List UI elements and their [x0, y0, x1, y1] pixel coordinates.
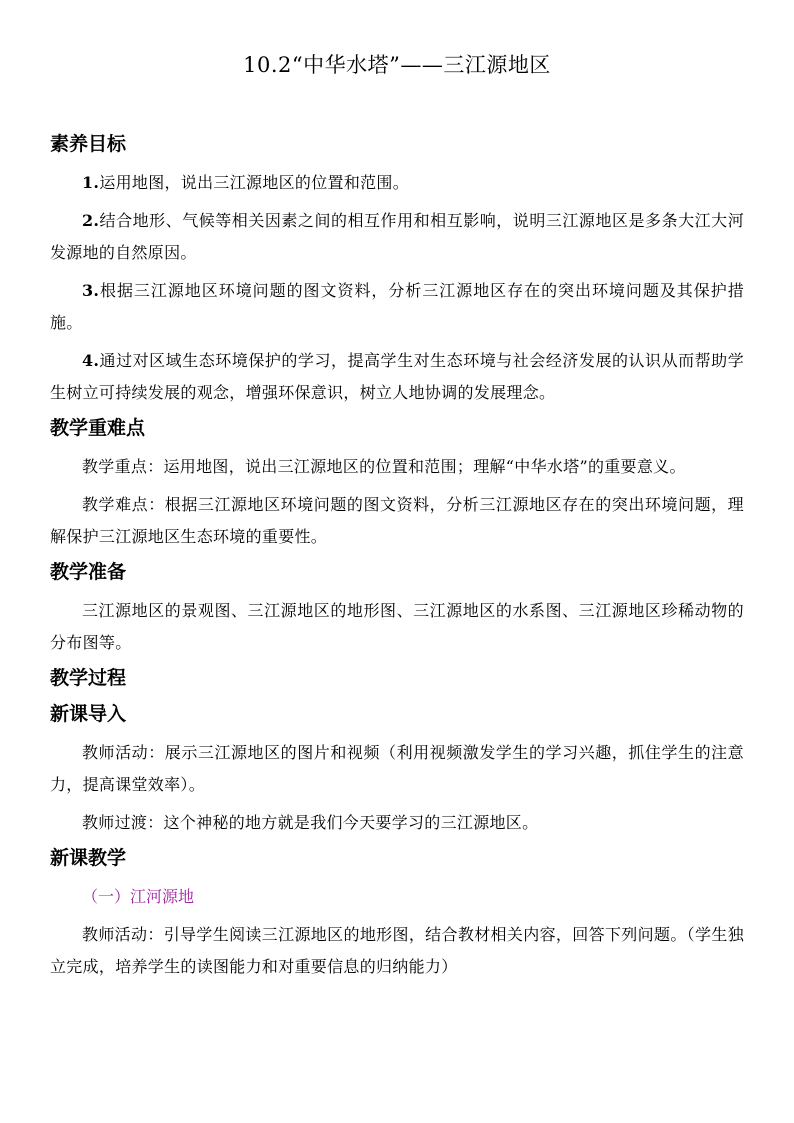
- subsection-heading-river-source: （一）江河源地: [82, 887, 195, 906]
- preparation-text: 三江源地区的景观图、三江源地区的地形图、三江源地区的水系图、三江源地区珍稀动物的分布图等。: [50, 601, 744, 652]
- section-heading-teaching: 新课教学: [50, 847, 127, 869]
- goal-item: [50, 167, 744, 199]
- goal-number: 4.: [82, 351, 100, 370]
- intro-activity: 教师活动：展示三江源地区的图片和视频（利用视频激发学生的学习兴趣，抓住学生的注意力，提高课堂效率）。: [50, 743, 744, 794]
- teaching-difficulty: 教学难点：根据三江源地区环境问题的图文资料，分析三江源地区存在的突出环境问题，理解保护三江源地区生态环境的重要性。: [50, 495, 744, 546]
- section-heading-preparation: 教学准备: [50, 561, 127, 583]
- section-heading-intro: 新课导入: [50, 703, 127, 725]
- goal-text: 结合地形、气候等相关因素之间的相互作用和相互影响，说明三江源地区是多条大江大河发源地的自然原因。: [50, 211, 744, 262]
- section-heading-process: 教学过程: [50, 667, 127, 689]
- goal-item: [50, 205, 744, 269]
- goal-item: [50, 275, 744, 339]
- document-body: [50, 128, 744, 989]
- page-title: 10.2“中华水塔”——三江源地区: [243, 53, 551, 77]
- goal-text: 运用地图，说出三江源地区的位置和范围。: [99, 173, 410, 192]
- goal-number: 1.: [82, 173, 100, 192]
- intro-transition: 教师过渡：这个神秘的地方就是我们今天要学习的三江源地区。: [82, 813, 539, 832]
- goal-number: 3.: [82, 281, 100, 300]
- section-heading-keypoints: 教学重难点: [50, 417, 146, 439]
- teaching-activity: 教师活动：引导学生阅读三江源地区的地形图，结合教材相关内容，回答下列问题。（学生独立完成，培养学生的读图能力和对重要信息的归纳能力）: [50, 925, 744, 976]
- goal-item: [50, 345, 744, 409]
- goal-text: 根据三江源地区环境问题的图文资料，分析三江源地区存在的突出环境问题及其保护措施。: [50, 281, 744, 332]
- teaching-focus: 教学重点：运用地图，说出三江源地区的位置和范围；理解“中华水塔”的重要意义。: [82, 457, 686, 476]
- goal-text: 通过对区域生态环境保护的学习，提高学生对生态环境与社会经济发展的认识从而帮助学生树立可持续发展的观念，增强环保意识，树立人地协调的发展理念。: [50, 351, 744, 402]
- goal-number: 2.: [82, 211, 100, 230]
- section-heading-goals: 素养目标: [50, 133, 127, 155]
